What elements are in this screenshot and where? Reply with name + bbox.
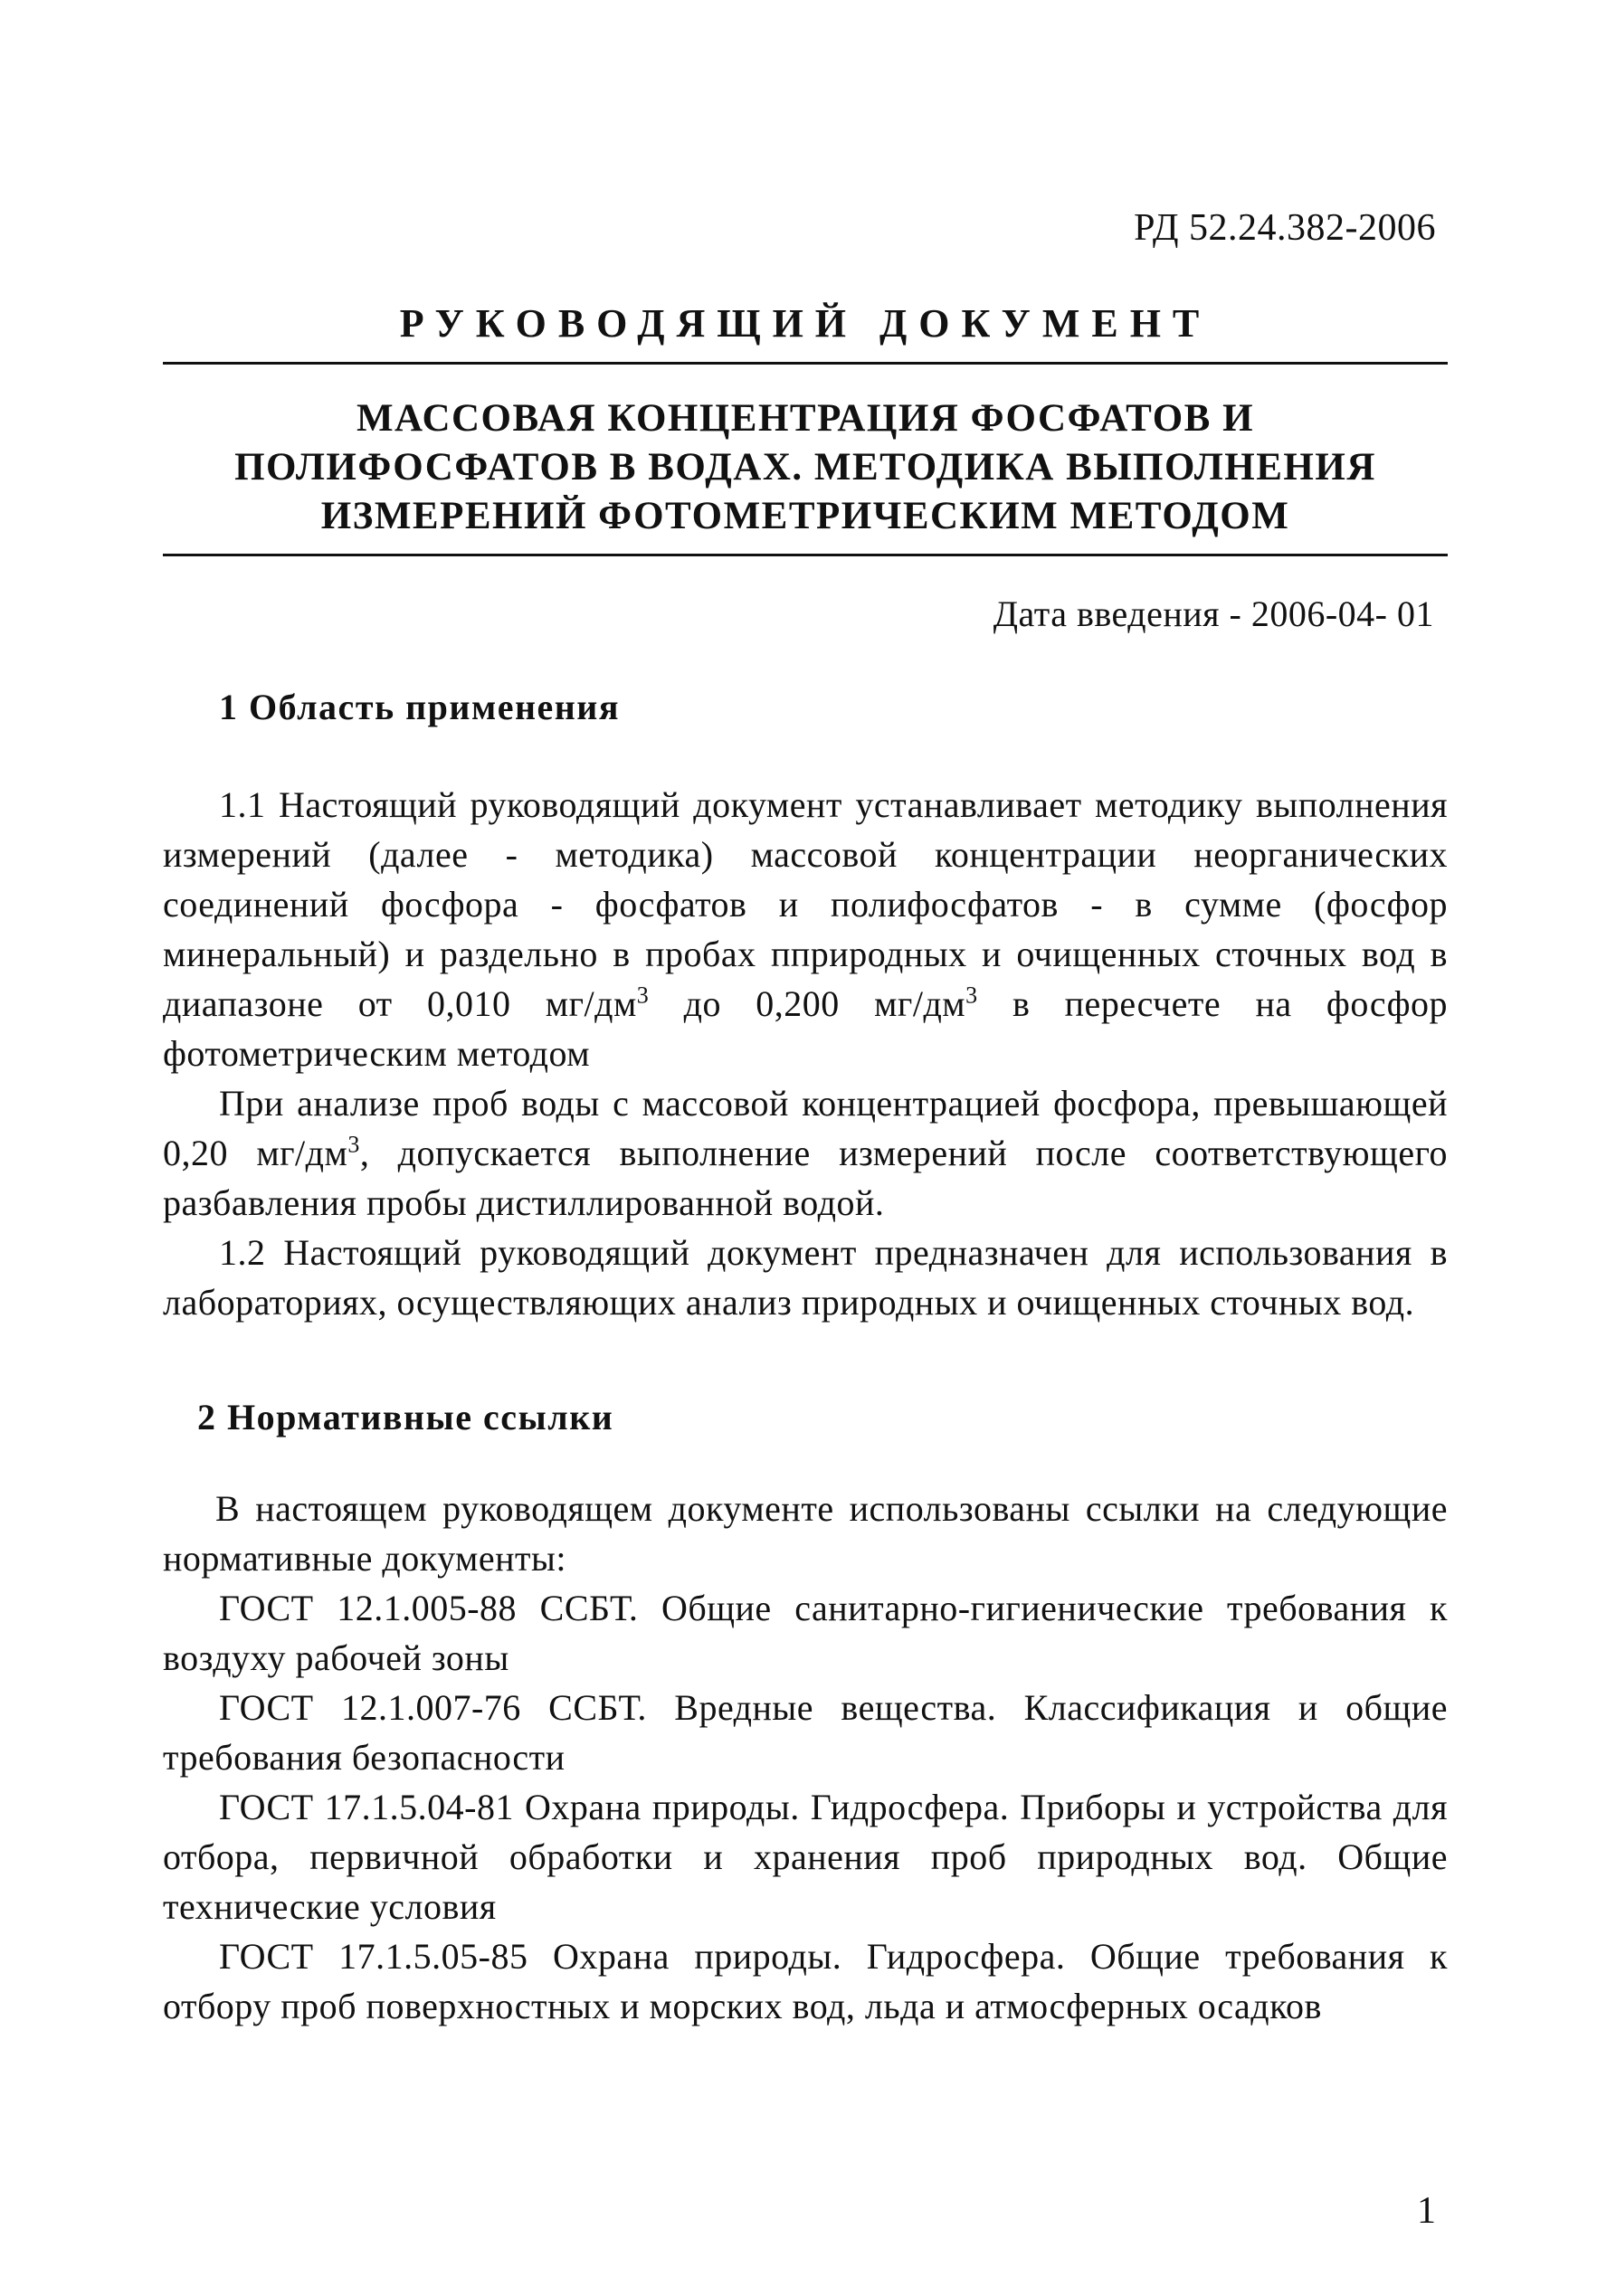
paragraph-1-1 — [163, 780, 1448, 1078]
reference-item: ГОСТ 12.1.007-76 ССБТ. Вредные вещества. Классификация и общие требования безопасности — [163, 1687, 1448, 1778]
paragraph-1-2: 1.2 Настоящий руководящий документ предназначен для использования в лабораториях, осуществляющих анализ природных и очищенных сточных вод. — [163, 1232, 1448, 1323]
title-line: МАССОВАЯ КОНЦЕНТРАЦИЯ ФОСФАТОВ И — [356, 397, 1255, 440]
superscript: 3 — [347, 1131, 360, 1158]
section-1-heading: 1 Область применения — [219, 687, 620, 727]
document-title — [163, 394, 1448, 541]
title-line: ИЗМЕРЕНИЙ ФОТОМЕТРИЧЕСКИМ МЕТОДОМ — [320, 495, 1290, 537]
section-2-heading: 2 Нормативные ссылки — [197, 1397, 614, 1437]
superscript: 3 — [636, 982, 650, 1009]
superscript: 3 — [965, 982, 978, 1009]
title-bottom-rule — [163, 554, 1448, 556]
text-run: , допускается выполнение измерений после соответствующего разбавления пробы дистиллированной водой. — [163, 1133, 1448, 1223]
title-top-rule — [163, 362, 1448, 365]
section-1-body — [163, 780, 1448, 1327]
section-2-body — [163, 1484, 1448, 2031]
page-number: 1 — [1417, 2190, 1436, 2232]
title-line: ПОЛИФОСФАТОВ В ВОДАХ. МЕТОДИКА ВЫПОЛНЕНИЯ — [234, 446, 1376, 489]
effective-date: Дата введения - 2006-04- 01 — [993, 593, 1434, 634]
document-type-heading: РУКОВОДЯЩИЙ ДОКУМЕНТ — [399, 301, 1212, 346]
text-run: до 0,200 мг/дм — [649, 983, 966, 1024]
paragraph-dilution-note — [163, 1078, 1448, 1228]
text-run: 1.1 Настоящий руководящий документ устанавливает методику выполнения измерений (далее - методика) массовой концентрации неорганических соединений фосфора - фосфатов и полифосфатов - в сумме (фосфор минеральный) и раздельно в пробах пприродных и очищенных сточных вод в диапазоне от 0,010 мг/дм — [163, 784, 1448, 1024]
document-code: РД 52.24.382-2006 — [1134, 207, 1436, 249]
text-run: При анализе проб воды с массовой концентрацией фосфора, превышающей 0,20 мг/дм — [163, 1083, 1448, 1173]
reference-item: ГОСТ 17.1.5.05-85 Охрана природы. Гидросфера. Общие требования к отбору проб поверхностных и морских вод, льда и атмосферных осадков — [163, 1936, 1448, 2026]
reference-item: ГОСТ 17.1.5.04-81 Охрана природы. Гидросфера. Приборы и устройства для отбора, первичной обработки и хранения проб природных вод. Общие технические условия — [163, 1787, 1448, 1927]
reference-item: ГОСТ 12.1.005-88 ССБТ. Общие санитарно-гигиенические требования к воздуху рабочей зоны — [163, 1588, 1448, 1678]
paragraph-intro: В настоящем руководящем документе использованы ссылки на следующие нормативные документы: — [163, 1488, 1448, 1579]
text-run: в пересчете на фосфор фотометрическим методом — [163, 983, 1449, 1074]
